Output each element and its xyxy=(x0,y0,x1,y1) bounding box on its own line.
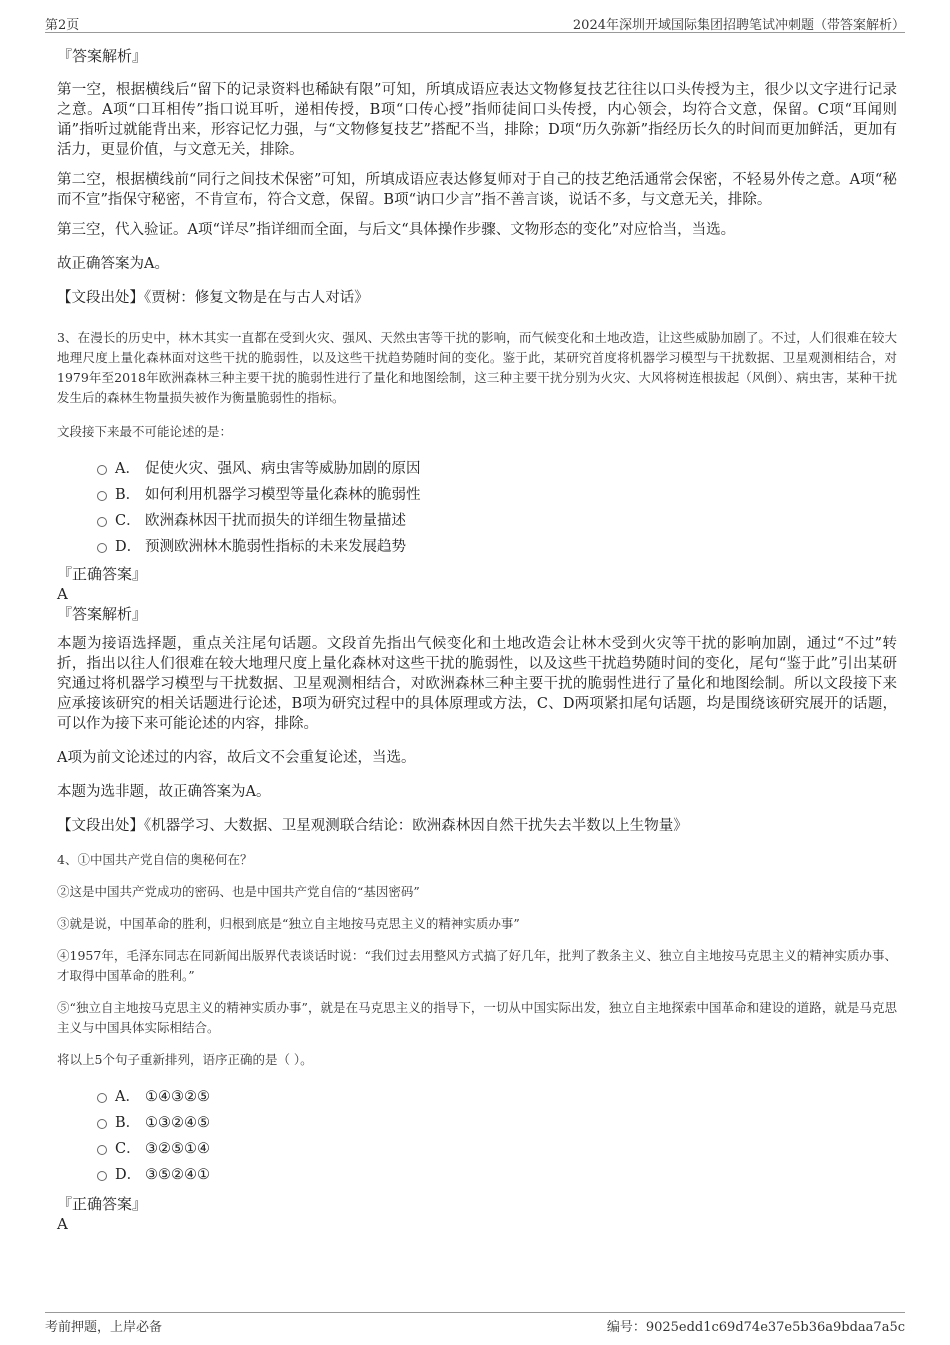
question-prompt: 文段接下来最不可能论述的是： xyxy=(57,424,233,439)
footer-slogan: 考前押题，上岸必备 xyxy=(45,1320,163,1335)
answer-statement: 本题为选非题，故正确答案为A。 xyxy=(57,784,271,800)
sentence-item: ③就是说，中国革命的胜利，归根到底是“独立自主地按马克思主义的精神实质办事” xyxy=(57,916,520,931)
radio-button[interactable] xyxy=(97,465,107,475)
option-letter: B． xyxy=(115,1115,141,1131)
option-b[interactable] xyxy=(57,1110,897,1136)
option-letter: D． xyxy=(115,539,142,555)
analysis-paragraph: 第一空，根据横线后“留下的记录资料也稀缺有限”可知，所填成语应表达文物修复技艺往往以口头传授为主，很少以文字进行记录之意。A项“口耳相传”指口说耳听，递相传授，B项“口传心授”指师徒间口头传授，内心领会，均符合文意，保留。C项“耳闻则诵”指听过就能背出来，形容记忆力强，与“文物修复技艺”搭配不当，排除；D项“历久弥新”指经历长久的时间而更加鲜活，更加有活力，更显价值，与文意无关，排除。 xyxy=(57,82,897,158)
question-stem: 3、在漫长的历史中，林木其实一直都在受到火灾、强风、天然虫害等干扰的影响，而气候变化和土地改造，让这些威胁加剧了。不过，人们很难在较大地理尺度上量化森林面对这些干扰的脆弱性，以及这些干扰趋势随时间的变化。鉴于此，某研究首度将机器学习模型与干扰数据、卫星观测相结合，对1979年至2018年欧洲森林三种主要干扰的脆弱性进行了量化和地图绘制，这三种主要干扰分别为火灾、大风将树连根拔起（风倒）、病虫害，某种干扰发生后的森林生物量损失被作为衡量脆弱性的指标。 xyxy=(57,330,897,405)
radio-button[interactable] xyxy=(97,491,107,501)
option-text: ③⑤②④① xyxy=(145,1167,210,1183)
question-stem: 4、①中国共产党自信的奥秘何在？ xyxy=(57,852,253,867)
source-citation: 【文段出处】《机器学习、大数据、卫星观测联合结论：欧洲森林因自然干扰失去半数以上生物量》 xyxy=(57,818,688,834)
sentence-item: ⑤“独立自主地按马克思主义的精神实质办事”，就是在马克思主义的指导下，一切从中国实际出发，独立自主地探索中国革命和建设的道路，就是马克思主义与中国具体实际相结合。 xyxy=(57,1000,897,1035)
option-text: 如何利用机器学习模型等量化森林的脆弱性 xyxy=(145,487,421,503)
option-list xyxy=(57,456,897,560)
radio-button[interactable] xyxy=(97,1093,107,1103)
page-number: 第2页 xyxy=(45,18,80,33)
option-letter: D． xyxy=(115,1167,142,1183)
analysis-paragraph: A项为前文论述过的内容，故后文不会重复论述，当选。 xyxy=(57,750,416,766)
option-text: ①③②④⑤ xyxy=(145,1115,210,1131)
question-prompt: 将以上5个句子重新排列，语序正确的是（ ）。 xyxy=(57,1052,313,1067)
option-letter: B． xyxy=(115,487,141,503)
radio-button[interactable] xyxy=(97,543,107,553)
analysis-label: 『答案解析』 xyxy=(57,47,148,65)
option-b[interactable] xyxy=(57,482,897,508)
page-header xyxy=(45,12,905,33)
sentence-item: ②这是中国共产党成功的密码、也是中国共产党自信的“基因密码” xyxy=(57,884,420,899)
correct-answer-value: A xyxy=(57,585,68,603)
answer-statement: 故正确答案为A。 xyxy=(57,256,169,272)
correct-answer-label: 『正确答案』 xyxy=(57,1195,148,1213)
radio-button[interactable] xyxy=(97,1145,107,1155)
analysis-paragraph: 本题为接语选择题，重点关注尾句话题。文段首先指出气候变化和土地改造会让林木受到火灾等干扰的影响加剧，通过“不过”转折，指出以往人们很难在较大地理尺度上量化森林对这些干扰的脆弱性，以及这些干扰趋势随时间的变化，尾句“鉴于此”引出某研究通过将机器学习模型与干扰数据、卫星观测相结合，对欧洲森林三种主要干扰的脆弱性进行了量化和地图绘制。所以文段接下来应承接该研究的相关话题进行论述，B项为研究过程中的具体原理或方法，C、D两项紧扣尾句话题，均是围绕该研究展开的话题，可以作为接下来可能论述的内容，排除。 xyxy=(57,636,897,732)
option-letter: C． xyxy=(115,1141,141,1157)
option-text: 促使火灾、强风、病虫害等威胁加剧的原因 xyxy=(145,461,421,477)
correct-answer-value: A xyxy=(57,1215,68,1233)
page-content xyxy=(57,46,897,1234)
document-title: 2024年深圳开域国际集团招聘笔试冲刺题（带答案解析） xyxy=(572,18,905,33)
page-footer xyxy=(45,1312,905,1335)
option-list xyxy=(57,1084,897,1188)
option-text: 预测欧洲林木脆弱性指标的未来发展趋势 xyxy=(145,539,406,555)
option-text: 欧洲森林因干扰而损失的详细生物量描述 xyxy=(145,513,406,529)
radio-button[interactable] xyxy=(97,1119,107,1129)
option-d[interactable] xyxy=(57,1162,897,1188)
correct-answer-label: 『正确答案』 xyxy=(57,565,148,583)
sentence-item: ④1957年，毛泽东同志在同新闻出版界代表谈话时说：“我们过去用整风方式搞了好几年，批判了教条主义、独立自主地按马克思主义的精神实质办事、才取得中国革命的胜利。” xyxy=(57,948,897,983)
option-c[interactable] xyxy=(57,508,897,534)
option-text: ③②⑤①④ xyxy=(145,1141,210,1157)
radio-button[interactable] xyxy=(97,517,107,527)
option-d[interactable] xyxy=(57,534,897,560)
option-a[interactable] xyxy=(57,1084,897,1110)
source-citation: 【文段出处】《贾树：修复文物是在与古人对话》 xyxy=(57,290,369,306)
option-letter: A． xyxy=(115,461,140,477)
analysis-paragraph: 第二空，根据横线前“同行之间技术保密”可知，所填成语应表达修复师对于自己的技艺绝活通常会保密，不轻易外传之意。A项“秘而不宣”指保守秘密，不肯宣布，符合文意，保留。B项“讷口少言”指不善言谈，说话不多，与文意无关，排除。 xyxy=(57,172,897,208)
option-letter: C． xyxy=(115,513,141,529)
analysis-label: 『答案解析』 xyxy=(57,605,148,623)
analysis-paragraph: 第三空，代入验证。A项“详尽”指详细而全面，与后文“具体操作步骤、文物形态的变化”对应恰当，当选。 xyxy=(57,222,736,238)
option-c[interactable] xyxy=(57,1136,897,1162)
document-code: 编号：9025edd1c69d74e37e5b36a9bdaa7a5c xyxy=(606,1320,905,1335)
option-text: ①④③②⑤ xyxy=(145,1089,210,1105)
option-a[interactable] xyxy=(57,456,897,482)
option-letter: A． xyxy=(115,1089,140,1105)
radio-button[interactable] xyxy=(97,1171,107,1181)
